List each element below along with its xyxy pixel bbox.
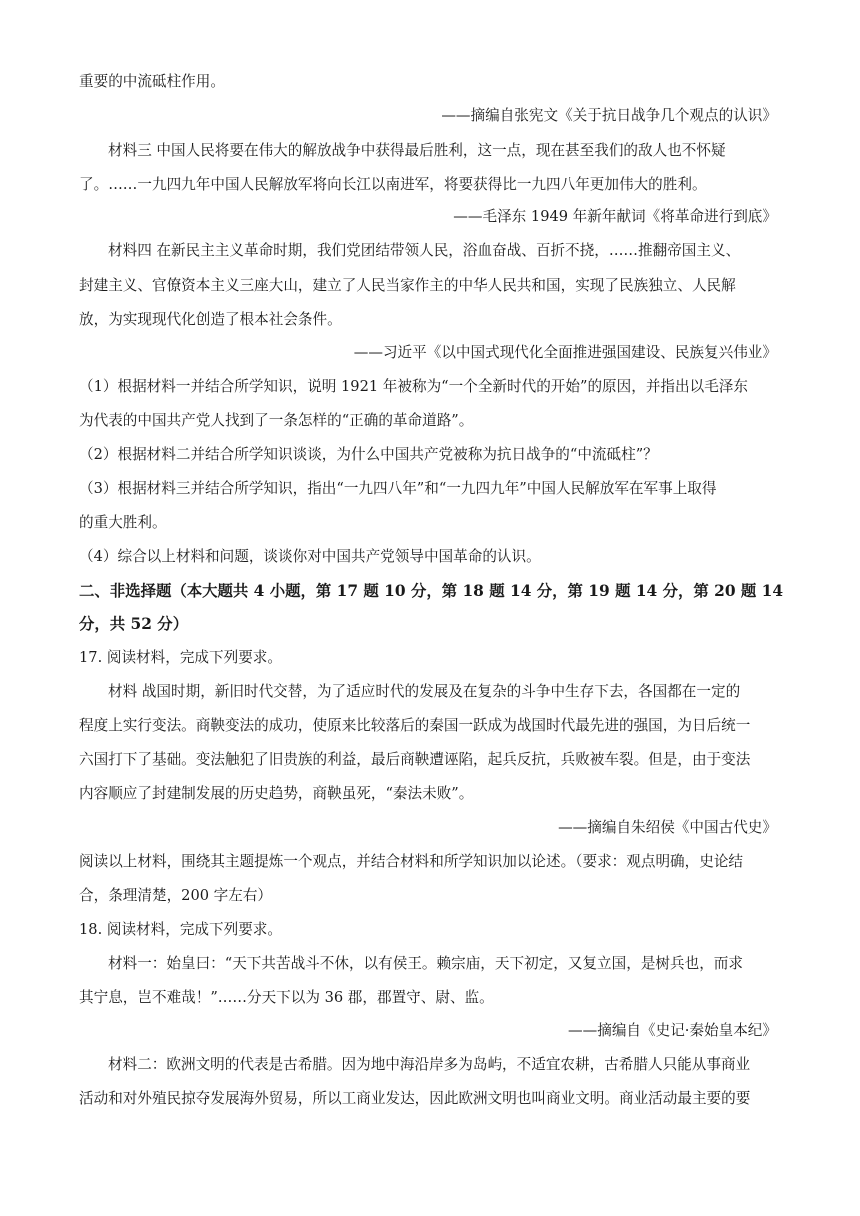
text-line: 封建主义、官僚资本主义三座大山，建立了人民当家作主的中华人民共和国，实现了民族独立、人民解 (79, 277, 736, 294)
text-line: 了。……一九四九年中国人民解放军将向长江以南进军，将要获得比一九四八年更加伟大的胜利。 (79, 176, 707, 193)
source-citation: ——摘编自《史记·秦始皇本纪》 (568, 1022, 777, 1039)
question-line: （4）综合以上材料和问题，谈谈你对中国共产党领导中国革命的认识。 (79, 548, 541, 565)
text-line: 阅读以上材料，围绕其主题提炼一个观点，并结合材料和所学知识加以论述。（要求：观点明确，史论结 (79, 853, 744, 870)
source-citation: ——习近平《以中国式现代化全面推进强国建设、民族复兴伟业》 (353, 344, 777, 361)
question-line: （2）根据材料二并结合所学知识谈谈，为什么中国共产党被称为抗日战争的“中流砥柱”？ (79, 446, 658, 463)
text-line: 材料三 中国人民将要在伟大的解放战争中获得最后胜利，这一点，现在甚至我们的敌人也不怀疑 (108, 142, 726, 159)
section-heading: 分，共 52 分） (79, 615, 189, 633)
text-line: 材料二：欧洲文明的代表是古希腊。因为地中海沿岸多为岛屿，不适宜农耕，古希腊人只能从事商业 (108, 1056, 751, 1073)
section-heading: 二、非选择题（本大题共 4 小题，第 17 题 10 分，第 18 题 14 分，第 19 题 14 分，第 20 题 14 (79, 582, 784, 600)
question-line: 为代表的中国共产党人找到了一条怎样的“正确的革命道路”。 (79, 412, 474, 429)
text-line: 活动和对外殖民掠夺发展海外贸易，所以工商业发达，因此欧洲文明也叫商业文明。商业活动最主要的要 (79, 1090, 751, 1107)
text-line: 其宁息，岂不难哉！”……分天下以为 36 郡，郡置守、尉、监。 (79, 989, 494, 1006)
text-line: 材料四 在新民主主义革命时期，我们党团结带领人民，浴血奋战、百折不挠，……推翻帝国主义、 (108, 242, 741, 259)
text-line: 重要的中流砥柱作用。 (79, 73, 225, 90)
source-citation: ——摘编自朱绍侯《中国古代史》 (558, 819, 777, 836)
text-line: 内容顺应了封建制发展的历史趋势，商鞅虽死，“秦法未败”。 (79, 785, 474, 802)
source-citation: ——毛泽东 1949 年新年献词《将革命进行到底》 (453, 208, 777, 225)
text-line: 程度上实行变法。商鞅变法的成功，使原来比较落后的秦国一跃成为战国时代最先进的强国，为日后统一 (79, 717, 751, 734)
text-line: 六国打下了基础。变法触犯了旧贵族的利益，最后商鞅遭诬陷，起兵反抗，兵败被车裂。但是，由于变法 (79, 751, 751, 768)
question-line: （3）根据材料三并结合所学知识，指出“一九四八年”和“一九四九年”中国人民解放军在军事上取得 (79, 480, 717, 497)
text-line: 合，条理清楚，200 字左右） (79, 887, 273, 904)
question-line: 的重大胜利。 (79, 514, 167, 531)
text-line: 材料 战国时期，新旧时代交替，为了适应时代的发展及在复杂的斗争中生存下去，各国都在一定的 (108, 683, 741, 700)
text-line: 材料一：始皇曰：“天下共苦战斗不休，以有侯王。赖宗庙，天下初定，又复立国，是树兵也，而求 (108, 955, 743, 972)
question-number: 17. 阅读材料，完成下列要求。 (79, 649, 282, 666)
source-citation: ——摘编自张宪文《关于抗日战争几个观点的认识》 (441, 107, 777, 124)
question-number: 18. 阅读材料，完成下列要求。 (79, 921, 282, 938)
question-line: （1）根据材料一并结合所学知识，说明 1921 年被称为“一个全新时代的开始”的原因，并指出以毛泽东 (79, 378, 748, 395)
text-line: 放，为实现现代化创造了根本社会条件。 (79, 311, 342, 328)
